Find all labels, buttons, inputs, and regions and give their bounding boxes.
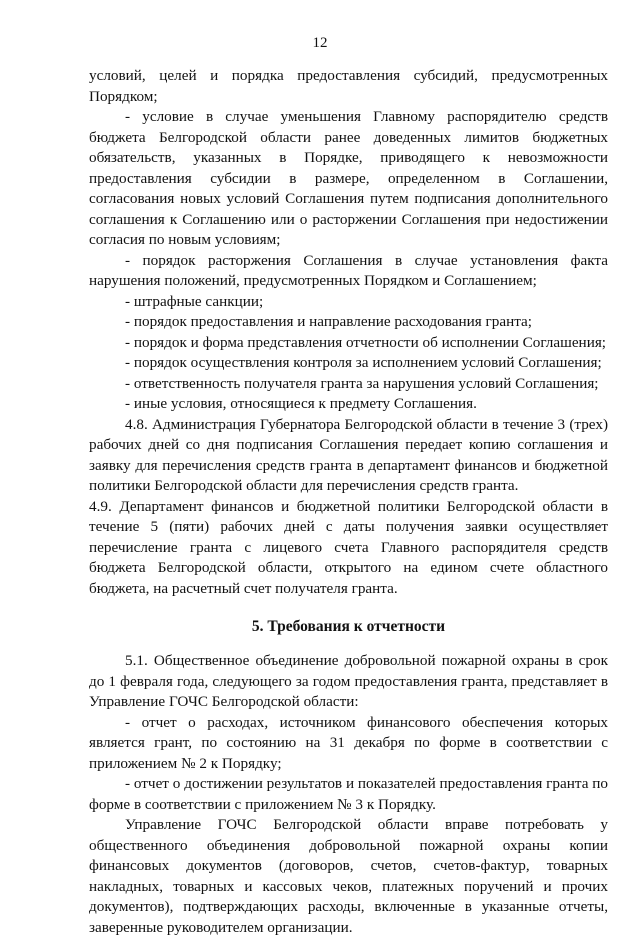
paragraph: 4.8. Администрация Губернатора Белгородской области в течение 3 (трех) рабочих дней со дня подписания Соглашения передает копию соглашения и заявку для перечисления средств гранта в департамент финансов и бюджетной политики Белгородской области для перечисления средств гранта. <box>89 415 608 494</box>
paragraph: - отчет о расходах, источником финансового обеспечения которых является грант, по состоянию на 31 декабря по форме в соответствии с приложением № 2 к Порядку; <box>89 713 608 772</box>
page-number: 12 <box>312 35 328 51</box>
paragraph: - порядок и форма представления отчетности об исполнении Соглашения; <box>125 333 607 351</box>
paragraph: - отчет о достижении результатов и показателей предоставления гранта по форме в соответствии с приложением № 3 к Порядку. <box>89 775 608 813</box>
paragraph: - порядок расторжения Соглашения в случае установления факта нарушения положений, предусмотренных Порядком и Соглашением; <box>89 251 608 289</box>
paragraph: - ответственность получателя гранта за нарушения условий Соглашения; <box>125 374 599 392</box>
paragraph: - порядок осуществления контроля за исполнением условий Соглашения; <box>125 354 602 371</box>
paragraph: 5.1. Общественное объединение добровольной пожарной охраны в срок до 1 февраля года, следующего за годом предоставления гранта, представляет в Управление ГОЧС Белгородской области: <box>89 652 608 710</box>
section-heading: 5. Требования к отчетности <box>251 618 446 635</box>
section-5-body <box>89 651 608 938</box>
paragraph: условий, целей и порядка предоставления субсидий, предусмотренных Порядком; <box>89 67 608 105</box>
paragraph: 4.9. Департамент финансов и бюджетной политики Белгородской области в течение 5 (пяти) рабочих дней с даты получения заявки осуществляет перечисление гранта с лицевого счета Главного распорядителя средств бюджета Белгородской области, открытого на едином счете областного бюджета, на расчетный счет получателя гранта. <box>89 497 608 597</box>
paragraph: - порядок предоставления и направление расходования гранта; <box>125 313 532 330</box>
paragraph: - штрафные санкции; <box>125 292 264 310</box>
document-body <box>89 66 608 938</box>
paragraph: - условие в случае уменьшения Главному распорядителю средств бюджета Белгородской области ранее доведенных лимитов бюджетных обязательств, указанных в Порядке, приводящего к невозможности предоставления субсидии в размере, определенном в Соглашении, согласования новых условий Соглашения путем подписания дополнительного соглашения к Соглашению или о расторжении Соглашения при недостижении согласия по новым условиям; <box>89 108 608 248</box>
paragraph: - иные условия, относящиеся к предмету Соглашения. <box>125 395 477 412</box>
paragraph: Управление ГОЧС Белгородской области вправе потребовать у общественного объединения добровольной пожарной охраны копии финансовых документов (договоров, счетов, счетов-фактур, товарных накладных, товарных и кассовых чеков, платежных поручений и прочих документов), подтверждающих расходы, включенные в указанные отчеты, заверенные руководителем организации. <box>89 816 608 936</box>
section-4-continuation <box>89 66 608 599</box>
